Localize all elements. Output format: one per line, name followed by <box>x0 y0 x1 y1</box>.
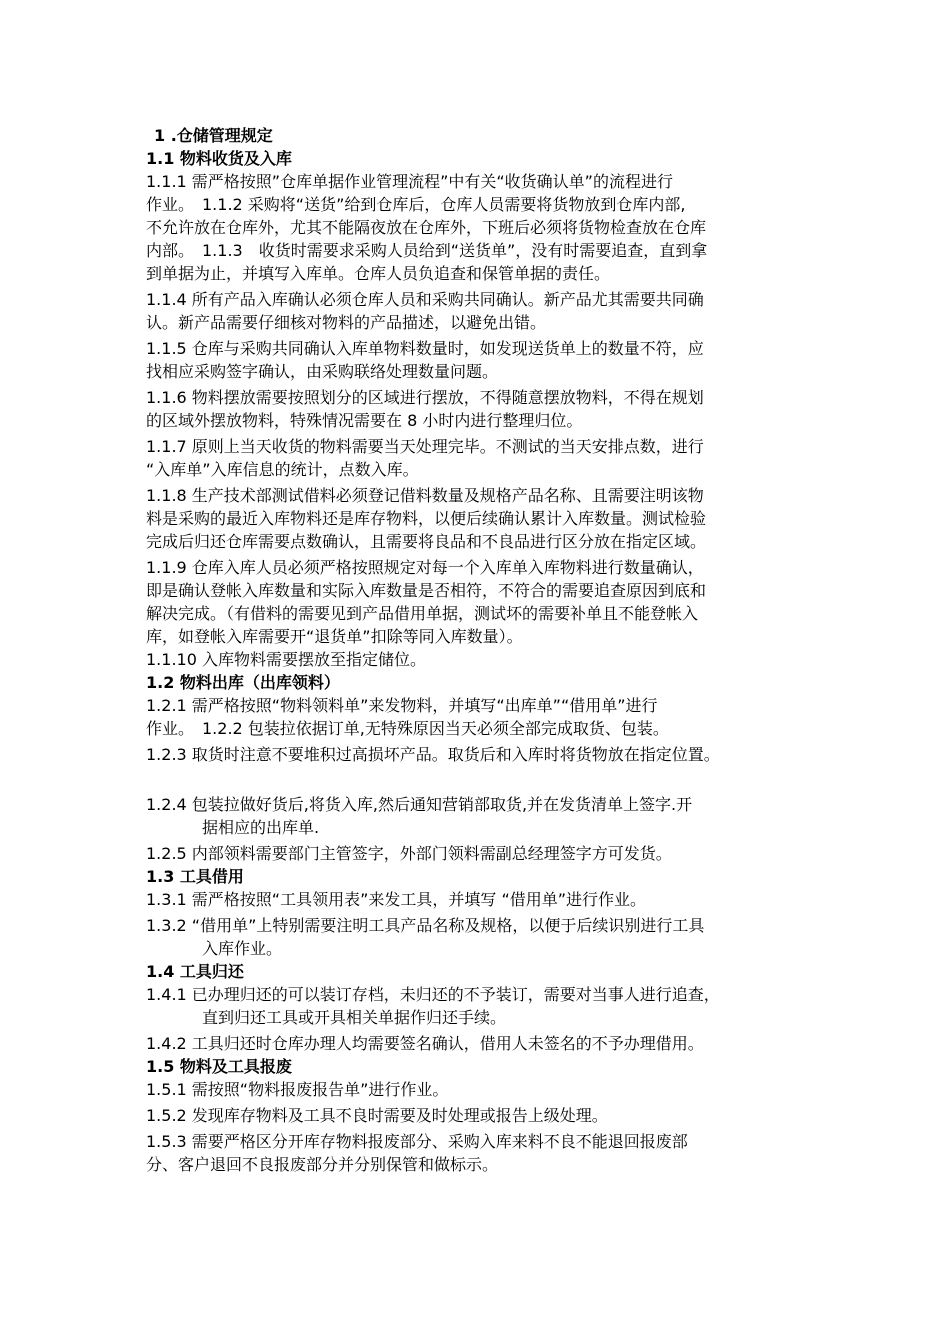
paragraph-line: 即是确认登帐入库数量和实际入库数量是否相符，不符合的需要追查原因到底和 <box>146 581 707 600</box>
paragraph-line: 作业。 1.2.2 包装拉依据订单,无特殊原因当天必须全部完成取货、包装。 <box>146 719 669 738</box>
section-heading: 1.4 工具归还 <box>146 962 244 981</box>
paragraph-line: 内部。 1.1.3 收货时需要求采购人员给到“送货单”，没有时需要追查，直到拿 <box>146 241 708 260</box>
paragraph-line: 1.3.1 需严格按照“工具领用表”来发工具，并填写 “借用单”进行作业。 <box>146 890 647 909</box>
paragraph-line: 1.1.9 仓库入库人员必须严格按照规定对每一个入库单入库物料进行数量确认， <box>146 558 704 577</box>
paragraph-line: 据相应的出库单. <box>202 818 320 837</box>
paragraph-line: 1.1.8 生产技术部测试借料必须登记借料数量及规格产品名称、且需要注明该物 <box>146 486 704 505</box>
paragraph-line: 料是采购的最近入库物料还是库存物料，以便后续确认累计入库数量。测试检验 <box>146 509 707 528</box>
paragraph-line: 1.2.3 取货时注意不要堆积过高损坏产品。取货后和入库时将货物放在指定位置。 <box>146 745 720 764</box>
paragraph-line: 不允许放在仓库外，尤其不能隔夜放在仓库外，下班后必须将货物检查放在仓库 <box>146 218 707 237</box>
paragraph-line: 1.3.2 “借用单”上特别需要注明工具产品名称及规格，以便于后续识别进行工具 <box>146 916 705 935</box>
paragraph-line: 的区域外摆放物料，特殊情况需要在 8 小时内进行整理归位。 <box>146 411 583 430</box>
paragraph-line: 认。新产品需要仔细核对物料的产品描述，以避免出错。 <box>146 313 547 332</box>
section-heading: 1.3 工具借用 <box>146 867 244 886</box>
paragraph-line: 直到归还工具或开具相关单据作归还手续。 <box>202 1008 507 1027</box>
paragraph-line: 到单据为止，并填写入库单。仓库人员负追查和保管单据的责任。 <box>146 264 611 283</box>
paragraph-line: 1.5.2 发现库存物料及工具不良时需要及时处理或报告上级处理。 <box>146 1106 608 1125</box>
paragraph-line: 1.1.10 入库物料需要摆放至指定储位。 <box>146 650 426 669</box>
paragraph-line: 找相应采购签字确认，由采购联络处理数量问题。 <box>146 362 499 381</box>
paragraph-line: 分、客户退回不良报废部分并分别保管和做标示。 <box>146 1155 499 1174</box>
document-title: 1 .仓储管理规定 <box>154 126 273 145</box>
paragraph-line: 作业。 1.1.2 采购将“送货”给到仓库后，仓库人员需要将货物放到仓库内部, <box>146 195 686 214</box>
paragraph-line: “入库单”入库信息的统计，点数入库。 <box>146 460 419 479</box>
paragraph-line: 1.1.4 所有产品入库确认必须仓库人员和采购共同确认。新产品尤其需要共同确 <box>146 290 704 309</box>
paragraph-line: 完成后归还仓库需要点数确认，且需要将良品和不良品进行区分放在指定区域。 <box>146 532 707 551</box>
paragraph-line: 1.1.1 需严格按照”仓库单据作业管理流程”中有关“收货确认单”的流程进行 <box>146 172 673 191</box>
paragraph-line: 1.5.3 需要严格区分开库存物料报废部分、采购入库来料不良不能退回报废部 <box>146 1132 688 1151</box>
section-heading: 1.1 物料收货及入库 <box>146 149 292 168</box>
paragraph-line: 1.4.2 工具归还时仓库办理人均需要签名确认，借用人未签名的不予办理借用。 <box>146 1034 704 1053</box>
paragraph-line: 1.2.1 需严格按照“物料领料单”来发物料，并填写“出库单”“借用单”进行 <box>146 696 658 715</box>
paragraph-line: 1.5.1 需按照“物料报废报告单”进行作业。 <box>146 1080 449 1099</box>
paragraph-line: 入库作业。 <box>202 939 283 958</box>
section-heading: 1.2 物料出库（出库领料） <box>146 673 340 692</box>
paragraph-line: 1.2.5 内部领料需要部门主管签字，外部门领料需副总经理签字方可发货。 <box>146 844 672 863</box>
paragraph-line: 1.2.4 包装拉做好货后,将货入库,然后通知营销部取货,并在发货清单上签字.开 <box>146 795 693 814</box>
paragraph-line: 1.4.1 已办理归还的可以装订存档，未归还的不予装订，需要对当事人进行追查， <box>146 985 720 1004</box>
paragraph-line: 1.1.6 物料摆放需要按照划分的区域进行摆放，不得随意摆放物料，不得在规划 <box>146 388 704 407</box>
section-heading: 1.5 物料及工具报废 <box>146 1057 292 1076</box>
paragraph-line: 库，如登帐入库需要开“退货单”扣除等同入库数量）。 <box>146 627 523 646</box>
paragraph-line: 1.1.5 仓库与采购共同确认入库单物料数量时，如发现送货单上的数量不符，应 <box>146 339 704 358</box>
paragraph-line: 解决完成。（有借料的需要见到产品借用单据，测试坏的需要补单且不能登帐入 <box>146 604 699 623</box>
document-body <box>146 124 826 1176</box>
paragraph-line: 1.1.7 原则上当天收货的物料需要当天处理完毕。不测试的当天安排点数，进行 <box>146 437 704 456</box>
